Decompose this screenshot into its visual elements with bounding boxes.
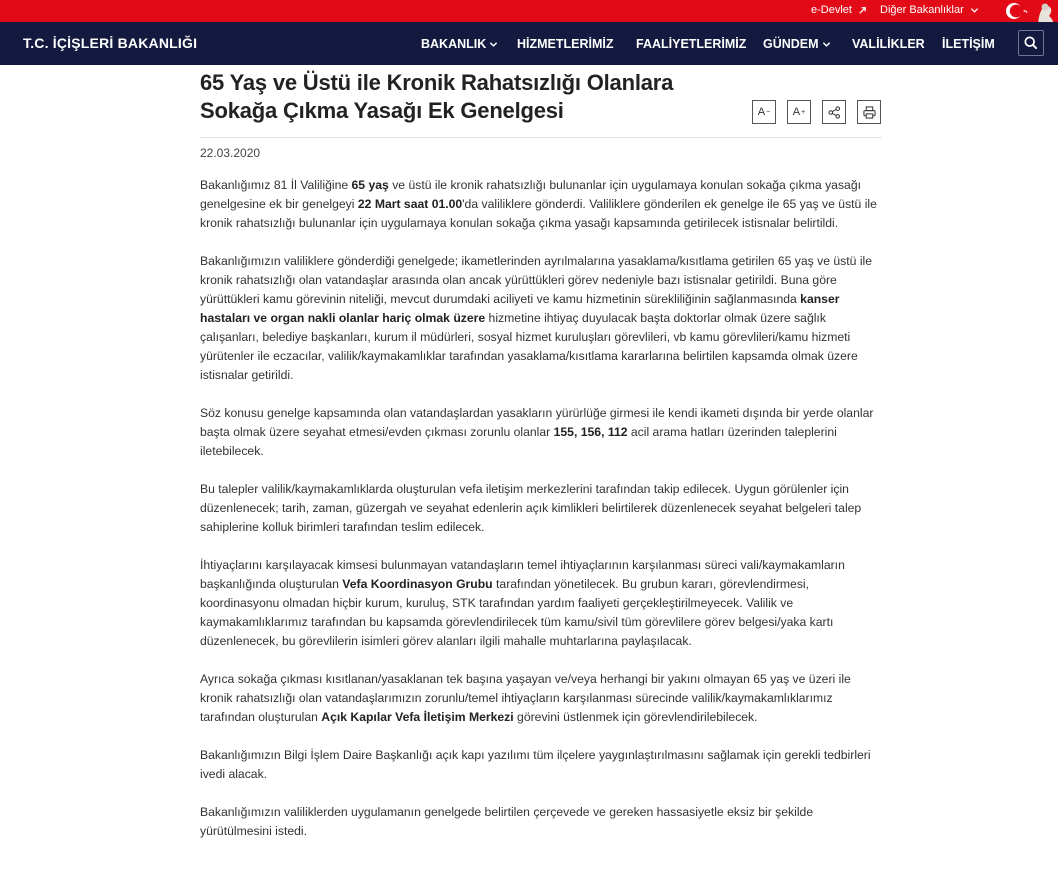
bold-text: 65 yaş bbox=[351, 178, 389, 192]
bold-text: Vefa Koordinasyon Grubu bbox=[342, 577, 493, 591]
article-paragraph bbox=[200, 670, 882, 727]
font-decrease-sign: − bbox=[766, 108, 771, 116]
article-paragraph bbox=[200, 252, 882, 385]
bold-text: 155, 156, 112 bbox=[553, 425, 628, 439]
article-body bbox=[200, 176, 882, 860]
nav-bakanlik-label: BAKANLIK bbox=[421, 37, 487, 51]
article-title-line-2: Sokağa Çıkma Yasağı Ek Genelgesi bbox=[200, 98, 564, 123]
nav-faaliyetlerimiz[interactable] bbox=[636, 37, 746, 51]
article-tools bbox=[752, 100, 881, 124]
paragraph-text: Söz konusu genelge kapsamında olan vatandaşlardan yasakların yürürlüğe girmesi ile kendi ikameti dışında bir yerde olanlar başta olmak üzere seyahat etmesi/evden çıkması zorunlu olanlar bbox=[200, 406, 874, 439]
print-icon bbox=[863, 106, 876, 119]
site-brand[interactable]: T.C. İÇİŞLERİ BAKANLIĞI bbox=[23, 35, 198, 51]
article-paragraph bbox=[200, 480, 882, 537]
paragraph-text: Bakanlığımızın valiliklerden uygulamanın genelgede belirtilen çerçevede ve gereken hassasiyetle eksiz bir şekilde yürütülmesini istedi. bbox=[200, 805, 814, 838]
article-title-line-1: 65 Yaş ve Üstü ile Kronik Rahatsızlığı Olanlara bbox=[200, 70, 674, 95]
font-increase-sign: + bbox=[801, 108, 806, 116]
paragraph-text: tarafından yönetilecek. Bu grubun kararı, görevlendirmesi, koordinasyonu olmadan hiçbir kurum, kuruluş, STK tarafından yardım faaliyeti gerçekleştirilmeyecek. Valilik ve kaymakamlıklarımız tarafından bu kapsamda görevlendirilecek tüm kamu/sivil tüm görevlilere görev belgesi/yaka kartı düzenlenecek, bu görevlilerin isimleri görev alanları ilgili mahalle muhtarlarına paylaşılacak. bbox=[200, 577, 834, 648]
nav-gundem-label: GÜNDEM bbox=[763, 37, 819, 51]
bold-text: kanser hastaları ve organ nakli olanlar hariç olmak üzere bbox=[200, 292, 840, 325]
article-title bbox=[200, 69, 720, 125]
other-ministries-dropdown[interactable] bbox=[880, 4, 979, 16]
font-increase-button[interactable] bbox=[787, 100, 811, 124]
paragraph-text: Ayrıca sokağa çıkması kısıtlanan/yasaklanan tek başına yaşayan ve/veya herhangi bir yakını olmayan 65 yaş ve üzeri ile kronik rahatsızlığı olan vatandaşlarımızın zorunlu/temel ihtiyaçların karşılanması sürecinde valilik/kaymakamlıklarımız tarafından oluşturulan bbox=[200, 672, 851, 724]
font-decrease-label: A bbox=[757, 106, 766, 118]
search-icon bbox=[1024, 36, 1038, 50]
edevlet-label: e-Devlet bbox=[811, 4, 852, 16]
paragraph-text: acil arama hatları üzerinden taleplerini iletebilecek. bbox=[200, 425, 837, 458]
chevron-down-icon bbox=[970, 6, 979, 15]
paragraph-text: Bakanlığımızın valiliklere gönderdiği genelgede; ikametlerinden ayrılmalarına yasaklama/kısıtlama getirilen 65 yaş ve üstü ile kronik rahatsızlığı olan vatandaşlar arasında olan ancak yürüttükleri görev nedeniyle bazı istisnalar getirildi. Buna göre yürüttükleri kamu görevinin niteliği, mevcut durumdaki aciliyeti ve kamu hizmetinin sürekliliğinin sağlanmasında bbox=[200, 254, 873, 306]
article-paragraph bbox=[200, 803, 882, 841]
edevlet-link[interactable] bbox=[811, 4, 867, 16]
chevron-down-icon bbox=[822, 40, 831, 49]
search-button[interactable] bbox=[1018, 30, 1044, 56]
bold-text: Açık Kapılar Vefa İletişim Merkezi bbox=[321, 710, 514, 724]
article-paragraph bbox=[200, 556, 882, 651]
chevron-down-icon bbox=[489, 40, 498, 49]
paragraph-text: 'da valiliklere gönderdi. Valiliklere gönderilen ek genelge ile 65 yaş ve üstü ile kronik rahatsızlığı bulunanlar için uygulamaya konulan sokağa çıkma yasağı kapsamında getirilecek istisnalar belirtildi. bbox=[200, 197, 877, 230]
title-divider bbox=[200, 137, 882, 138]
article-paragraph bbox=[200, 176, 882, 233]
paragraph-text: Bakanlığımızın Bilgi İşlem Daire Başkanlığı açık kapı yazılımı tüm ilçelere yaygınlaştırılmasını sağlamak için gerekli tedbirleri ivedi alacak. bbox=[200, 748, 871, 781]
nav-iletisim[interactable] bbox=[942, 37, 995, 51]
other-ministries-label: Diğer Bakanlıklar bbox=[880, 4, 964, 16]
paragraph-text: Bakanlığımız 81 İl Valiliğine bbox=[200, 178, 352, 192]
nav-gundem[interactable] bbox=[763, 37, 831, 51]
font-decrease-button[interactable] bbox=[752, 100, 776, 124]
nav-iletisim-label: İLETİŞİM bbox=[942, 37, 995, 51]
share-icon bbox=[828, 106, 841, 119]
nav-valilikler[interactable] bbox=[852, 37, 925, 51]
nav-hizmetlerimiz-label: HİZMETLERİMİZ bbox=[517, 37, 614, 51]
external-link-icon bbox=[858, 6, 867, 15]
top-bar bbox=[0, 0, 1058, 22]
paragraph-text: hizmetine ihtiyaç duyulacak başta doktorlar olmak üzere sağlık çalışanları, belediye başkanları, kurum il müdürleri, sosyal hizmet kuruluşları görevlileri, vb kamu görevlileri/kamu hizmeti yürütenler ile eczacılar, valilik/kaymakamlıklar tarafından yasaklama/kısıtlama kararlarına belirtilen kapsamda olmak üzere istisnalar getirildi. bbox=[200, 311, 858, 382]
bold-text: 22 Mart saat 01.00 bbox=[357, 197, 463, 211]
article-paragraph bbox=[200, 746, 882, 784]
article-paragraph bbox=[200, 404, 882, 461]
nav-valilikler-label: VALİLİKLER bbox=[852, 37, 925, 51]
article-date: 22.03.2020 bbox=[200, 146, 261, 160]
paragraph-text: İhtiyaçlarını karşılayacak kimsesi bulunmayan vatandaşların temel ihtiyaçlarının karşılanması süreci vali/kaymakamların başkanlığında oluşturulan bbox=[200, 558, 845, 591]
nav-bakanlik[interactable] bbox=[421, 37, 498, 51]
paragraph-text: Bu talepler valilik/kaymakamlıklarda oluşturulan vefa iletişim merkezlerini tarafından takip edilecek. Uygun görülenler için düzenlenecek; tarih, zaman, güzergah ve seyahat edenlerin açık kimlikleri belirtilerek düzenlenecek seyahat belgeleri talep sahiplerine kolluk birimleri tarafından teslim edilecek. bbox=[200, 482, 862, 534]
paragraph-text: ve üstü ile kronik rahatsızlığı bulunanlar için uygulamaya konulan sokağa çıkma yasağı genelgesine ek bir genelgeyi bbox=[200, 178, 861, 211]
nav-faaliyetlerimiz-label: FAALİYETLERİMİZ bbox=[636, 37, 747, 51]
main-navbar bbox=[0, 22, 1058, 65]
font-increase-label: A bbox=[792, 106, 801, 118]
paragraph-text: görevini üstlenmek için görevlendirilebilecek. bbox=[513, 710, 758, 724]
nav-hizmetlerimiz[interactable] bbox=[517, 37, 614, 51]
share-button[interactable] bbox=[822, 100, 846, 124]
print-button[interactable] bbox=[857, 100, 881, 124]
